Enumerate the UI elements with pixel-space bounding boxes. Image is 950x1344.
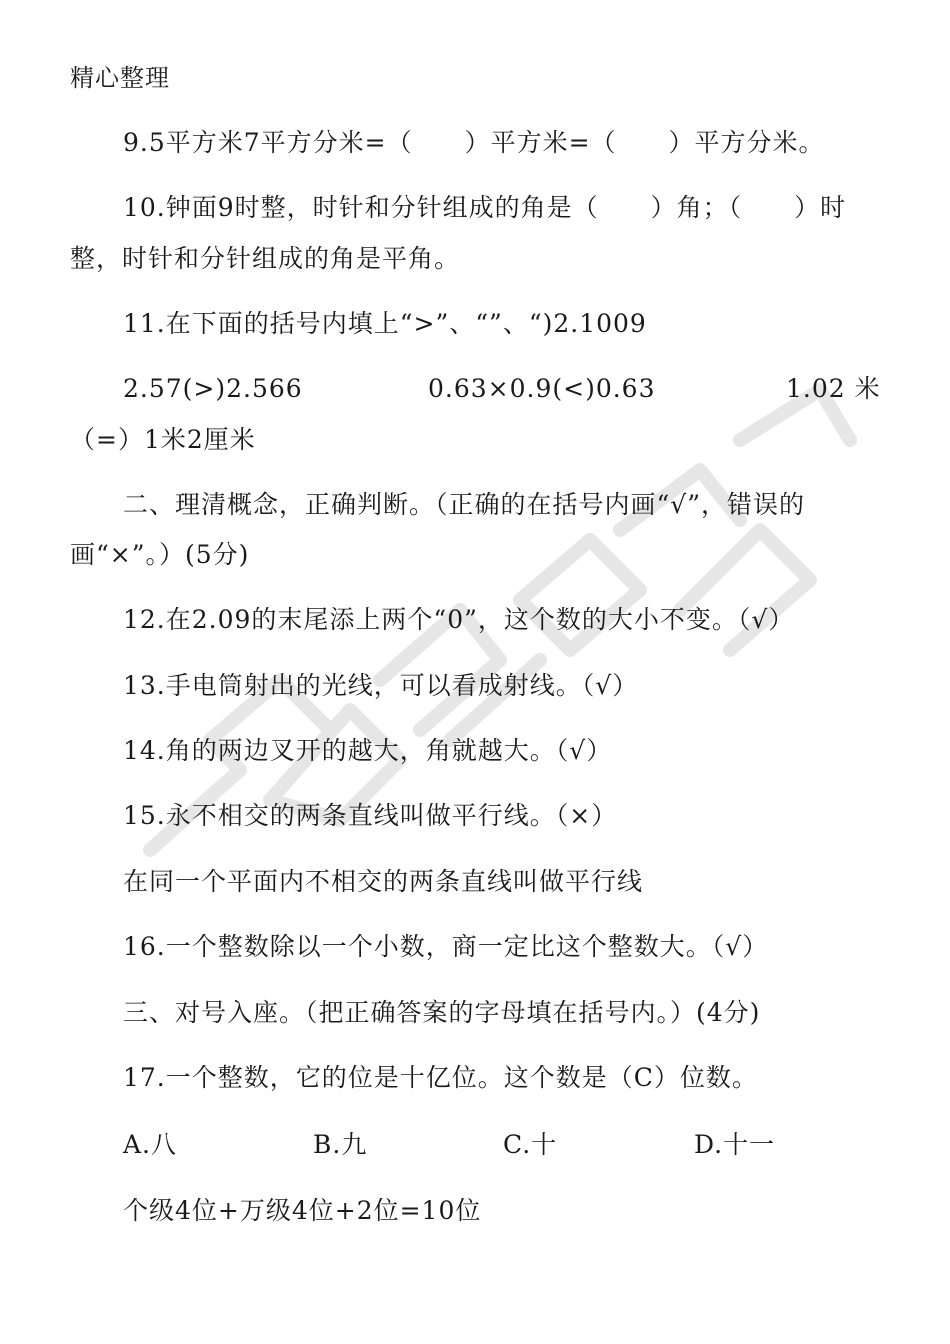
- question-9: 9.5平方米7平方分米=（ ）平方米=（ ）平方分米。: [123, 128, 825, 157]
- question-14: 14.角的两边叉开的越大，角就越大。（√）: [123, 736, 613, 765]
- question-17-option-c: C.十: [503, 1130, 558, 1159]
- question-11-item1: 2.57(>)2.566: [123, 374, 303, 403]
- question-10-line1: 10.钟面9时整，时针和分针组成的角是（ ）角；（ ）时: [123, 193, 847, 222]
- question-15: 15.永不相交的两条直线叫做平行线。（×）: [123, 801, 618, 830]
- question-11-item2: 0.63×0.9(<)0.63: [428, 374, 656, 403]
- question-16: 16.一个整数除以一个小数，商一定比这个整数大。（√）: [123, 932, 769, 961]
- question-13: 13.手电筒射出的光线，可以看成射线。（√）: [123, 671, 639, 700]
- question-12: 12.在2.09的末尾添上两个“0”，这个数的大小不变。（√）: [123, 605, 795, 634]
- question-11: 11.在下面的括号内填上“>”、“”、“)2.1009: [123, 309, 647, 338]
- page-header: 精心整理: [70, 64, 170, 92]
- question-10-line2: 整，时针和分针组成的角是平角。: [70, 244, 461, 273]
- question-17-note: 个级4位+万级4位+2位=10位: [123, 1196, 482, 1225]
- question-17-option-d: D.十一: [694, 1130, 776, 1159]
- question-17: 17.一个整数，它的位是十亿位。这个数是（C）位数。: [123, 1063, 758, 1092]
- section-2-heading-line2: 画“×”。）(5分): [70, 540, 250, 569]
- question-11-item3: 1.02 米: [786, 374, 881, 403]
- question-15-note: 在同一个平面内不相交的两条直线叫做平行线: [123, 867, 644, 896]
- question-11-item3-cont: （=）1米2厘米: [70, 425, 256, 454]
- section-3-heading: 三、对号入座。（把正确答案的字母填在括号内。）(4分): [123, 998, 761, 1027]
- section-2-heading-line1: 二、理清概念，正确判断。（正确的在括号内画“√”，错误的: [123, 490, 805, 519]
- question-17-option-a: A.八: [123, 1130, 178, 1159]
- question-17-option-b: B.九: [313, 1130, 368, 1159]
